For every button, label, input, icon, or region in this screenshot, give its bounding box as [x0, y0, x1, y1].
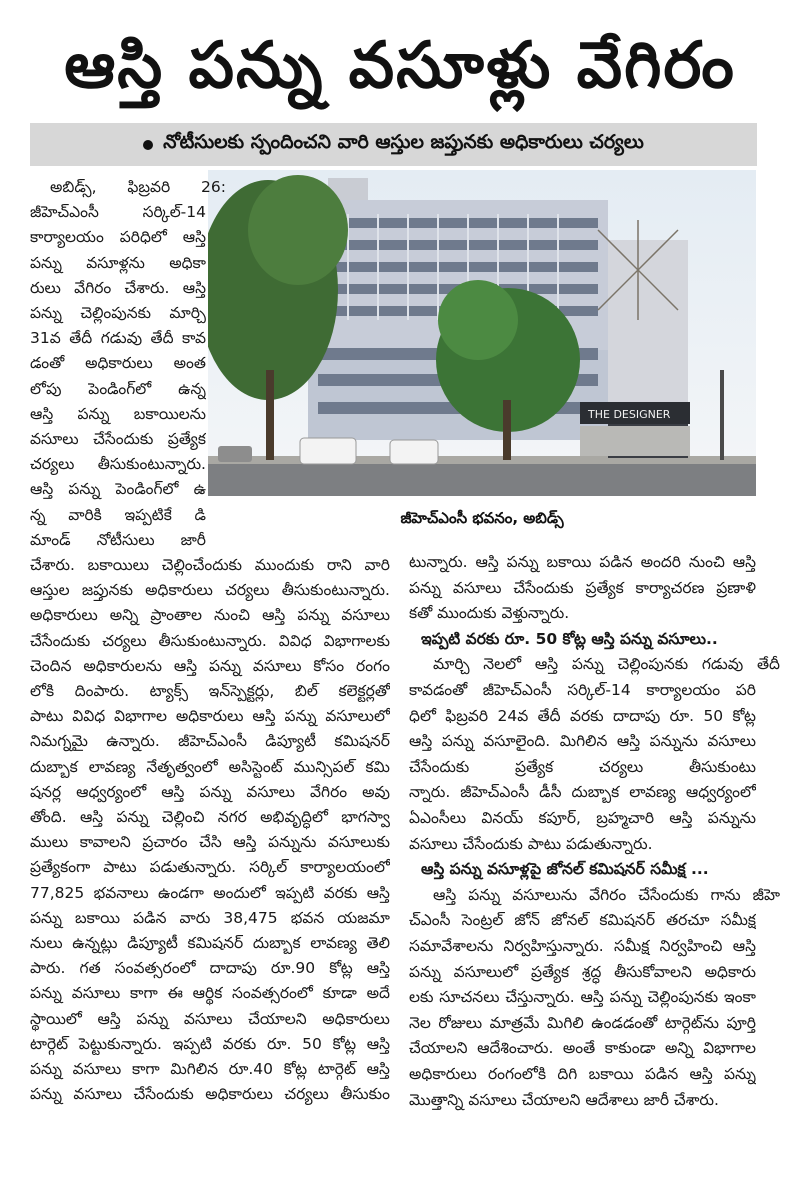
- article-text-line: దుబ్బాక లావణ్య నేతృత్వంలో అసిస్టెంట్ మున్సిపల్ కమి: [30, 757, 390, 776]
- article-text-line: డంతో అధికారులు అంత: [30, 354, 206, 373]
- photo-caption: జీహెచ్‌ఎంసీ భవనం, అబిడ్స్: [400, 509, 564, 527]
- article-text-line: స్థాయిలో ఆస్తి పన్ను వసూలు చేయాలని అధికారులు: [30, 1009, 390, 1028]
- article-text-line: న్న వారికి ఇప్పటికే డి: [30, 505, 206, 524]
- article-text-line: కార్యాలయం పరిధిలో ఆస్తి: [30, 228, 206, 247]
- article-text-line: అధికారులు రంగంలోకి దిగి బకాయి పడిన ఆస్తి పన్ను: [409, 1065, 756, 1083]
- article-text-line: కావడంతో జీహెచ్‌ఎంసీ సర్కిల్-14 కార్యాలయం పరి: [409, 681, 756, 699]
- article-text-line: చేశారు. బకాయిలు చెల్లించేందుకు ముందుకు రాని వారి: [30, 556, 390, 574]
- article-text-line: కతో ముందుకు వెళ్తున్నారు.: [409, 604, 570, 623]
- article-text-line: ఆస్తి పన్ను వసూలును వేగిరం చేసేందుకు గాను జీహె: [433, 885, 780, 904]
- article-text-line: రులు వేగిరం చేశారు. ఆస్తి: [30, 278, 206, 297]
- article-text-line: లకు సూచనలు చేస్తున్నారు. ఆస్తి పన్ను చెల్లింపునకు ఇంకా: [409, 988, 756, 1007]
- article-text-line: పన్ను వసూళ్లను అధికా: [30, 253, 206, 272]
- article-text-line: తోంది. ఆస్తి పన్ను చెల్లించి నగర అభివృద్ధిలో భాగస్వా: [30, 808, 390, 826]
- article-text-line: లోపు పెండింగ్‌లో ఉన్న: [30, 379, 206, 398]
- article-text-line: పన్ను చెల్లింపునకు మార్చి: [30, 304, 206, 322]
- article-text-line: చేసేందుకు ప్రత్యేక చర్యలు తీసుకుంటు: [409, 757, 756, 776]
- article-text-line: మొత్తాన్ని వసూలు చేయాలని ఆదేశాలు జారీ చేశారు.: [409, 1090, 719, 1109]
- article-text-line: ఏఎంసీలు వినయ్ కపూర్, బ్రహ్మచారి ఆస్తి పన్నును: [409, 809, 756, 827]
- article-text-line: టున్నారు. ఆస్తి పన్ను బకాయి పడిన అందరి నుంచి ఆస్తి: [409, 553, 756, 571]
- subheadline: నోటీసులకు స్పందించని వారి ఆస్తుల జప్తునకు అధికారులు చర్యలు: [163, 131, 644, 153]
- article-text-line: నిమగ్నమై ఉన్నారు. జీహెచ్‌ఎంసీ డిప్యూటీ కమిషనర్: [30, 732, 390, 751]
- article-text-line: మాండ్ నోటీసులు జారీ: [30, 530, 206, 549]
- article-text-line: పన్ను వసూలు చేసేందుకు ప్రత్యేక కార్యాచరణ ప్రణాళి: [409, 578, 756, 597]
- left-column: [30, 178, 390, 1128]
- article-text-line: న్నారు. జీహెచ్‌ఎంసీ డీసీ దుబ్బాక లావణ్య ఆధ్వర్యంలో: [409, 783, 756, 802]
- article-text-line: లోకి దింపారు. ట్యాక్స్ ఇన్‌స్పెక్టర్లు, బిల్ కలెక్టర్లతో: [30, 682, 390, 700]
- article-text-line: షనర్ల ఆధ్వర్యంలో ఆస్తి పన్ను వసూలు వేగిరం అవు: [30, 782, 390, 801]
- article-text-line: నులు ఉన్నట్లు డిప్యూటీ కమిషనర్ దుబ్బాక లావణ్య తెలి: [30, 934, 390, 952]
- article-text-line: చెందిన అధికారులను ఆస్తి పన్ను వసూలు కోసం రంగం: [30, 656, 390, 675]
- article-text-line: ఆస్తి పన్ను వసూళ్లపై జోనల్ కమిషనర్ సమీక్ష ...: [421, 860, 709, 879]
- article-text-line: పారు. గత సంవత్సరంలో దాదాపు రూ.90 కోట్ల ఆస్తి: [30, 959, 390, 978]
- article-text-line: సమావేశాలను నిర్వహిస్తున్నారు. సమీక్ష నిర్వహించి ఆస్తి: [409, 937, 756, 955]
- article-text-line: ములు కావాలని ప్రచారం చేసి ఆస్తి పన్నును వసూలుకు: [30, 833, 390, 852]
- article-text-line: చర్యలు తీసుకుంటున్నారు.: [30, 455, 206, 474]
- subheadline-bar: [30, 123, 757, 166]
- article-text-line: పన్ను వసూలు కాగా మిగిలిన రూ.40 కోట్ల టార్గెట్ ఆస్తి: [30, 1060, 390, 1078]
- article-text-line: పన్ను వసూలు కాగా ఈ ఆర్థిక సంవత్సరంలో కూడా అదే: [30, 984, 390, 1003]
- shop-sign: THE DESIGNER: [588, 408, 671, 421]
- article-text-line: ఆస్తుల జప్తునకు అధికారులు చర్యలు తీసుకుంటున్నారు.: [30, 581, 390, 600]
- article-text-line: అబిడ్స్, ఫిబ్రవరి 26:: [50, 178, 226, 196]
- article-text-line: పన్ను వసూలులో ప్రత్యేక శ్రద్ధ తీసుకోవాలని అధికారు: [409, 962, 756, 981]
- right-column: [409, 553, 780, 1133]
- article-text-line: పాటు వివిధ విభాగాల అధికారులు ఆస్తి పన్ను వసూలులో: [30, 707, 390, 726]
- article-text-line: 31వ తేదీ గడువు తేదీ కావ: [30, 329, 206, 348]
- article-text-line: ధిలో ఫిబ్రవరి 24వ తేదీ వరకు దాదాపు రూ. 50 కోట్ల: [409, 706, 756, 725]
- article-text-line: పన్ను వసూలు చేసేందుకు అధికారులు చర్యలు తీసుకుం: [30, 1085, 390, 1104]
- article-text-line: చేసేందుకు చర్యలు తీసుకుంటున్నారు. వివిధ విభాగాలకు: [30, 631, 390, 650]
- article-text-line: 77,825 భవనాలు ఉండగా అందులో ఇప్పటి వరకు ఆస్తి: [30, 883, 390, 902]
- article-text-line: చేయాలని ఆదేశించారు. అంతే కాకుండా అన్ని విభాగాల: [409, 1039, 756, 1058]
- article-text-line: ఆస్తి పన్ను పెండింగ్‌లో ఉ: [30, 480, 206, 499]
- article-text-line: ఇప్పటి వరకు రూ. 50 కోట్ల ఆస్తి పన్ను వసూలు..: [421, 629, 718, 648]
- article-text-line: వసూలు చేసేందుకు ప్రత్యేక: [30, 430, 206, 448]
- headline: ఆస్తి పన్ను వసూళ్లు వేగిరం: [64, 29, 736, 103]
- article-text-line: ఆస్తి పన్ను వసూలైంది. మిగిలిన ఆస్తి పన్నును వసూలు: [409, 732, 756, 751]
- bullet-icon: [143, 140, 153, 150]
- article-text-line: నెల రోజులు మాత్రమే మిగిలి ఉండడంతో టార్గెట్‌ను పూర్తి: [409, 1013, 756, 1032]
- article-text-line: మార్చి నెలలో ఆస్తి పన్ను చెల్లింపునకు గడువు తేదీ: [433, 655, 780, 674]
- article-text-line: జీహెచ్‌ఎంసీ సర్కిల్-14: [30, 203, 206, 222]
- article-text-line: అధికారులు అన్ని ప్రాంతాల నుంచి ఆస్తి పన్ను వసూలు: [30, 606, 390, 625]
- article-text-line: పన్ను బకాయి పడిన వారు 38,475 భవన యజమా: [30, 908, 390, 927]
- article-text-line: టార్గెట్ పెట్టుకున్నారు. ఇప్పటి వరకు రూ. 50 కోట్ల ఆస్తి: [30, 1034, 390, 1053]
- article-text-line: చ్‌ఎంసీ సెంట్రల్ జోన్ జోనల్ కమిషనర్ తరచూ సమీక్ష: [409, 911, 756, 930]
- article-text-line: వసూలు చేసేందుకు పాటు పడుతున్నారు.: [409, 834, 653, 853]
- article-text-line: ఆస్తి పన్ను బకాయిలను: [30, 404, 206, 423]
- article-text-line: ప్రత్యేకంగా పాటు పడుతున్నారు. సర్కిల్ కార్యాలయంలో: [30, 858, 390, 877]
